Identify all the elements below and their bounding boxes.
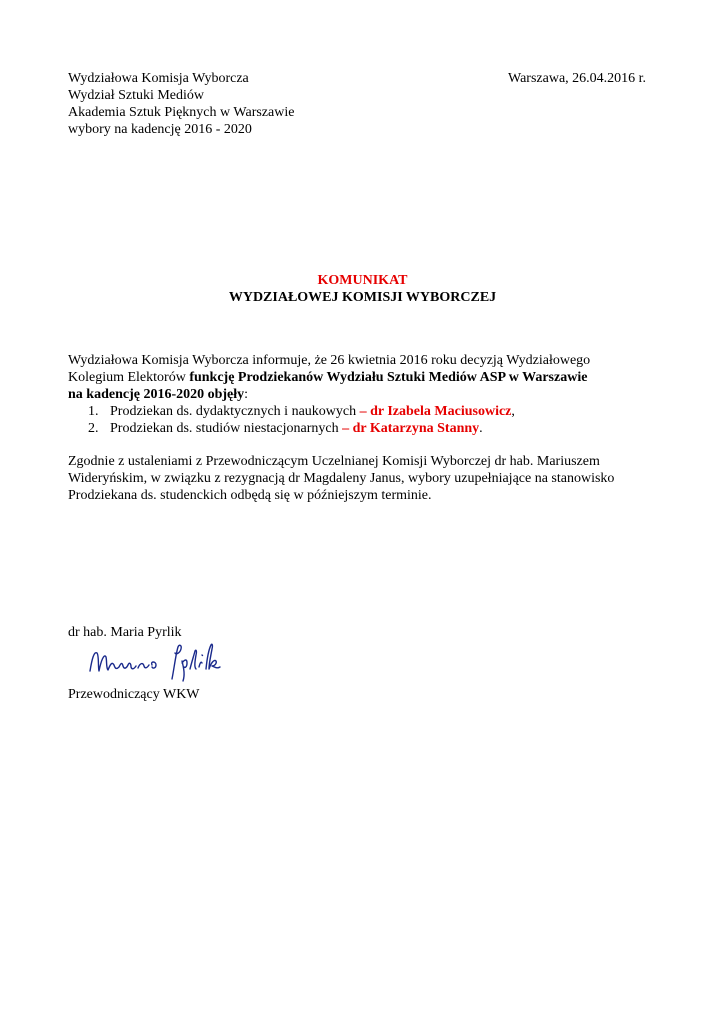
note-line-3: Prodziekana ds. studenckich odbędą się w późniejszym terminie. xyxy=(68,488,432,503)
list-item xyxy=(68,403,668,420)
signer-name: dr hab. Maria Pyrlik xyxy=(68,625,182,640)
document-date: Warszawa, 26.04.2016 r. xyxy=(508,71,647,86)
list-item-text: Prodziekan ds. studiów niestacjonarnych xyxy=(110,421,339,436)
list-item-person: dr Izabela Maciusowicz xyxy=(370,404,512,419)
announcement-line-3-bold: na kadencję 2016-2020 objęły xyxy=(68,387,245,402)
announcement-paragraph xyxy=(68,352,668,437)
list-item-number: 2. xyxy=(88,421,99,436)
sender-block xyxy=(68,70,428,138)
note-line-2: Wideryńskim, w związku z rezygnacją dr Magdaleny Janus, wybory uzupełniające na stanowisko xyxy=(68,471,615,486)
list-item-number: 1. xyxy=(88,404,99,419)
sender-line-commission: Wydziałowa Komisja Wyborcza xyxy=(68,71,249,86)
announcement-line-2-plain: Kolegium Elektorów xyxy=(68,370,190,385)
handwritten-signature xyxy=(86,641,236,683)
list-item-separator: – xyxy=(338,421,353,436)
announcement-line-2 xyxy=(68,369,668,386)
signer-role: Przewodniczący WKW xyxy=(68,687,200,702)
note-paragraph xyxy=(68,453,668,504)
document-title xyxy=(0,272,725,306)
sender-line-academy: Akademia Sztuk Pięknych w Warszawie xyxy=(68,105,295,120)
title-komunikat: KOMUNIKAT xyxy=(317,273,408,288)
announcement-line-3 xyxy=(68,386,668,403)
list-item-end: . xyxy=(479,421,483,436)
list-item-end: , xyxy=(511,404,515,419)
announcement-line-1: Wydziałowa Komisja Wyborcza informuje, że 26 kwietnia 2016 roku decyzją Wydziałowego xyxy=(68,353,591,368)
list-item-separator: – xyxy=(356,404,371,419)
note-line-1: Zgodnie z ustaleniami z Przewodniczącym Uczelnianej Komisji Wyborczej dr hab. Mariuszem xyxy=(68,454,600,469)
list-item-person: dr Katarzyna Stanny xyxy=(352,421,480,436)
appointments-list xyxy=(68,403,668,437)
sender-line-faculty: Wydział Sztuki Mediów xyxy=(68,88,205,103)
title-subtitle: WYDZIAŁOWEJ KOMISJI WYBORCZEJ xyxy=(228,290,497,305)
announcement-line-3-plain: : xyxy=(244,387,249,402)
list-item xyxy=(68,420,668,437)
announcement-line-2-bold: funkcję Prodziekanów Wydziału Sztuki Mediów ASP w Warszawie xyxy=(189,370,588,385)
sender-line-term: wybory na kadencję 2016 - 2020 xyxy=(68,122,252,137)
list-item-text: Prodziekan ds. dydaktycznych i naukowych xyxy=(110,404,357,419)
